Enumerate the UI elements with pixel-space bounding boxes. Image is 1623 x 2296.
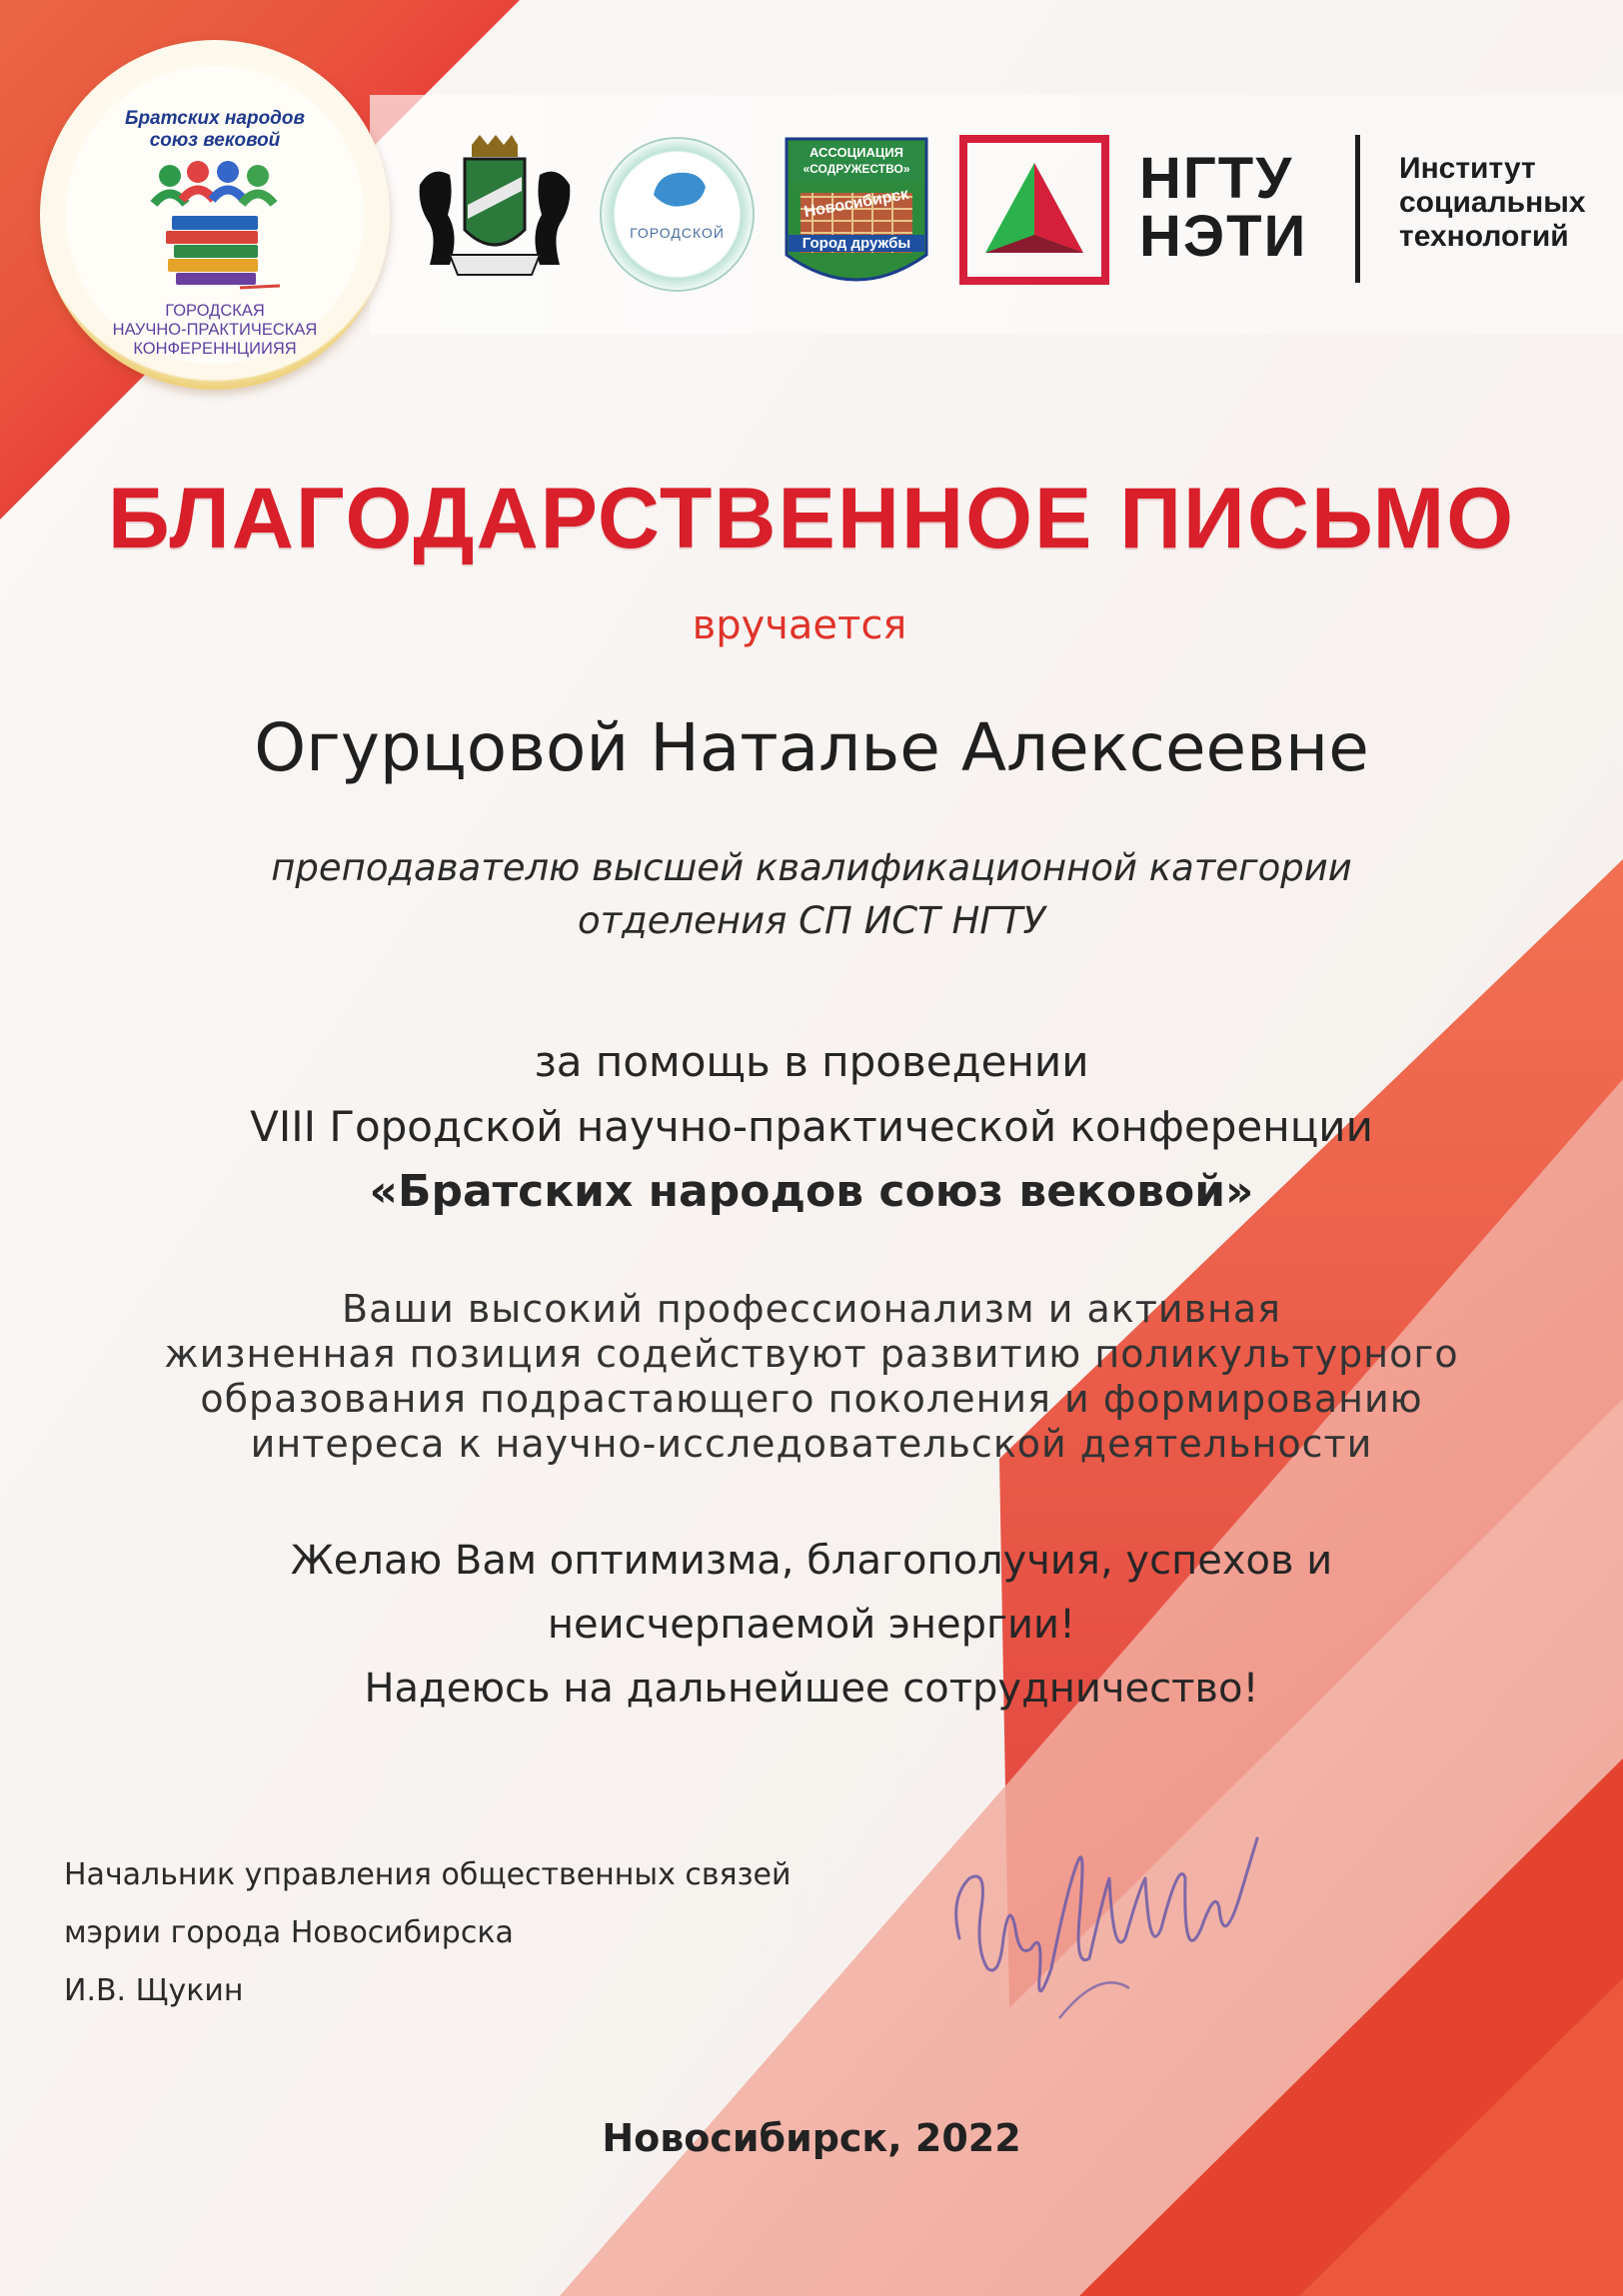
wishes-paragraph	[0, 1529, 1623, 1721]
association-line2: «СОДРУЖЕСТВО»	[803, 162, 910, 176]
association-logo	[783, 135, 930, 293]
coat-of-arms-icon	[410, 135, 580, 290]
institute-line1: Институт	[1399, 152, 1536, 185]
institute-name	[1399, 152, 1586, 254]
association-line4: Город дружбы	[789, 235, 924, 252]
praise-line1: Ваши высокий профессионализм и активная	[342, 1287, 1281, 1331]
recipient-position	[0, 841, 1623, 947]
reason-line2: VIII Городской научно-практической конференции	[250, 1102, 1373, 1151]
city-center-text: ГОРОДСКОЙ	[630, 225, 725, 241]
ngtu-wordmark	[1139, 146, 1308, 269]
association-line3: Новосибирск	[803, 185, 910, 222]
recipient-name: Огурцовой Наталье Алексеевне	[254, 709, 1369, 786]
praise-line3: образования подрастающего поколения и формированию	[200, 1377, 1423, 1421]
reason-block	[0, 1029, 1623, 1224]
letter-title: БЛАГОДАРСТВЕННОЕ ПИСЬМО	[107, 471, 1516, 567]
institute-line3: технологий	[1399, 220, 1569, 253]
wishes-line2: неисчерпаемой энергии!	[547, 1602, 1076, 1648]
association-line1: АССОЦИАЦИЯ	[809, 145, 904, 160]
badge-people-books-icon	[140, 154, 290, 304]
signer-name: И.В. Щукин	[64, 1973, 244, 2008]
wishes-line3: Надеюсь на дальнейшее сотрудничество!	[364, 1666, 1259, 1712]
conference-name: «Братских народов союз вековой»	[369, 1166, 1254, 1217]
wishes-line1: Желаю Вам оптимизма, благополучия, успехов и	[290, 1538, 1333, 1584]
signer-block	[64, 1846, 792, 2020]
signer-title: Начальник управления общественных связей	[64, 1857, 792, 1892]
signature-icon	[939, 1818, 1279, 2048]
position-line1: преподавателю высшей квалификационной категории	[271, 846, 1352, 889]
institute-line2: социальных	[1399, 186, 1586, 219]
map-icon	[648, 165, 712, 221]
badge-caption: ГОРОДСКАЯ НАУЧНО-ПРАКТИЧЕСКАЯ КОНФЕРЕННЦИИЯЯ	[112, 302, 318, 358]
ngtu-line2: НЭТИ	[1139, 204, 1308, 269]
position-line2: отделения СП ИСТ НГТУ	[577, 899, 1046, 942]
reason-line1: за помощь в проведении	[534, 1037, 1089, 1086]
signer-organization: мэрии города Новосибирска	[64, 1915, 514, 1950]
badge-title: Братских народов союз вековой	[125, 108, 305, 151]
logo-divider	[1355, 135, 1360, 283]
letter-subtitle: вручается	[692, 602, 907, 648]
praise-line4: интереса к научно-исследовательской деятельности	[250, 1422, 1373, 1466]
ngtu-triangle-logo-icon	[959, 135, 1109, 285]
praise-line2: жизненная позиция содействуют развитию поликультурного	[164, 1332, 1459, 1376]
praise-paragraph	[0, 1287, 1623, 1467]
conference-badge	[40, 40, 390, 390]
place-and-date: Новосибирск, 2022	[602, 2116, 1021, 2160]
city-center-logo	[600, 137, 755, 292]
ngtu-line1: НГТУ	[1139, 146, 1294, 211]
